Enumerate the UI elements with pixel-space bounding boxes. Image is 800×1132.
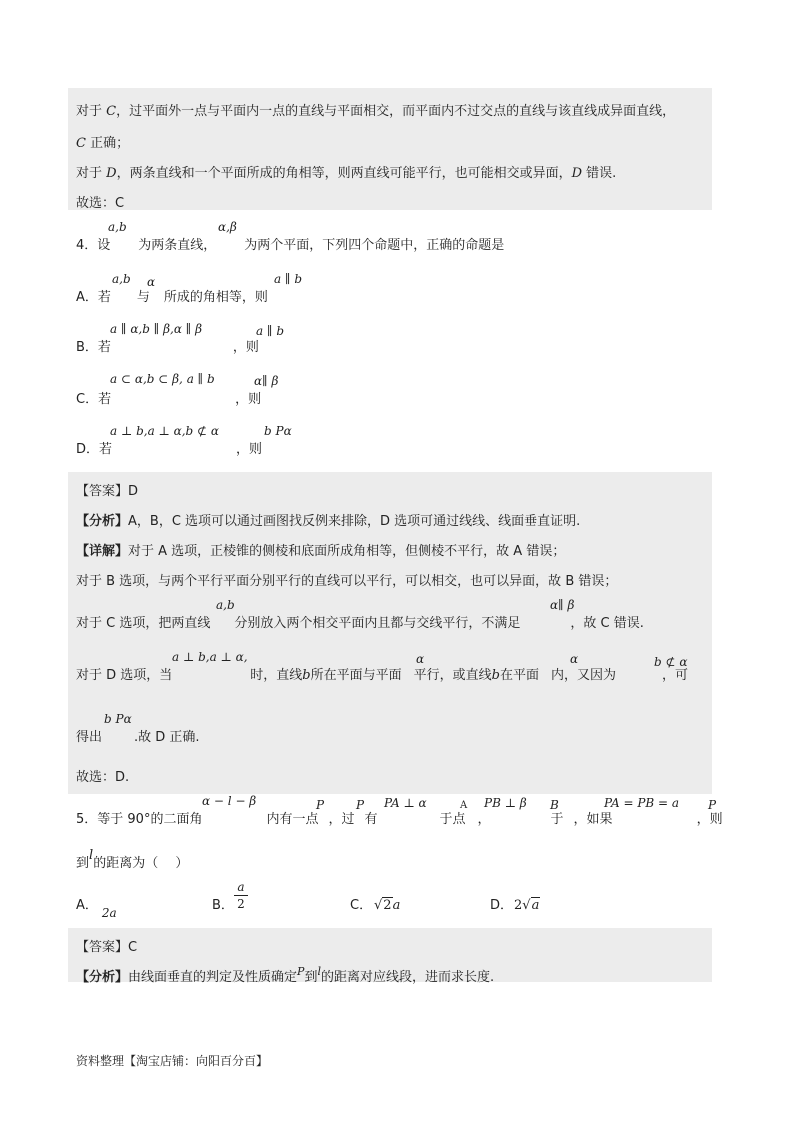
text: 分别放入两个相交平面内且都与交线平行，不满足 [234, 616, 521, 631]
q4-detail-4-math-3: α [570, 652, 579, 666]
q5-math-7: B [550, 798, 559, 812]
text: 到 [76, 856, 90, 871]
q5-analysis [76, 966, 494, 985]
text: ，过平面外一点与平面内一点的直线与平面相交，而平面内不过交点的直线与该直线成异面直线， [116, 104, 676, 119]
math-p: P [297, 965, 305, 978]
denominator: 2 [237, 897, 245, 911]
text: 正确； [85, 136, 130, 151]
math-d: D [106, 166, 117, 181]
q4-detail-5 [76, 726, 200, 745]
q4-detail-2: 对于 B 选项，与两个平行平面分别平行的直线可以平行，可以相交，也可以异面，故 B 错误； [76, 574, 618, 589]
q4-option-d-math-2: b Pα [264, 424, 292, 438]
text: 得出 [76, 730, 103, 745]
text: ，两条直线和一个平面所成的角相等，则两直线可能平行，也可能相交或异面， [116, 166, 572, 181]
q5-math-2: P [316, 798, 325, 812]
math-l: l [89, 848, 94, 863]
q5-option-b-fraction [234, 880, 248, 911]
q4-detail-3-math-1: a,b [216, 598, 235, 612]
q4-detail-5-math: b Pα [104, 712, 132, 726]
text: 于点 [439, 812, 466, 827]
q4-detail-4 [76, 664, 688, 683]
text: 于 [550, 812, 564, 827]
text: ，过 [328, 812, 355, 827]
q5-math-4: PA ⊥ α [384, 796, 427, 810]
math-c: C [106, 104, 117, 119]
option-label: A． [76, 898, 98, 913]
text: ，则 [236, 442, 263, 457]
q4-option-d [76, 438, 262, 457]
q4-detail-1 [76, 540, 565, 559]
text: 对于 C 选项，把两直线 [76, 616, 211, 631]
q4-detail-4-math-4: b ⊄ α [654, 655, 688, 669]
text: 的距离为（ ） [93, 856, 189, 871]
text: 时，直线 [250, 668, 303, 683]
analysis-tag: 【分析】 [76, 970, 129, 985]
text: ， [477, 812, 491, 827]
q3-solution-line-3 [76, 162, 616, 181]
math-l: l [317, 965, 321, 978]
text: 与 [136, 290, 150, 305]
q5-option-b: B． [212, 898, 234, 913]
text: 在平面 [499, 668, 539, 683]
text: ，如果 [573, 812, 613, 827]
q4-option-c [76, 388, 261, 407]
q5-option-a [76, 894, 117, 920]
q5-answer: 【答案】C [76, 940, 138, 955]
q4-option-c-math-2: α∥ β [254, 374, 279, 388]
text: 对于 [76, 104, 107, 119]
q4-stem-text [76, 234, 504, 253]
text: 对于 D 选项，当 [76, 668, 173, 683]
q4-option-c-math-1: a ⊂ α,b ⊂ β, a ∥ b [110, 372, 215, 386]
q4-option-a [76, 286, 268, 305]
text: ，故 C 错误. [570, 616, 644, 631]
q5-option-c: C． [350, 898, 373, 913]
q4-option-a-math-3: a ∥ b [274, 272, 303, 286]
q4-detail-4-math-2: α [416, 652, 425, 666]
text: ，可 [662, 668, 689, 683]
q4-option-a-math-1: a,b [112, 272, 131, 286]
text: 对于 A 选项，正棱锥的侧棱和底面所成角相等，但侧棱不平行，故 A 错误； [128, 544, 566, 559]
text: 为两条直线， [138, 238, 217, 253]
q5-option-c-value: √2a [374, 898, 401, 913]
q4-detail-4-math-1: a ⊥ b,a ⊥ α, [172, 650, 248, 664]
text: 为两个平面，下列四个命题中，正确的命题是 [244, 238, 505, 253]
q4-detail-3 [76, 612, 644, 631]
footer-source: 资料整理【淘宝店铺：向阳百分百】 [76, 1054, 269, 1068]
math-d: D [571, 166, 583, 181]
radicand: 2 [383, 898, 392, 913]
text: 对于 [76, 166, 107, 181]
q4-choice: 故选：D. [76, 770, 130, 785]
text: 内有一点 [266, 812, 319, 827]
text: 内，又因为 [551, 668, 617, 683]
detail-tag: 【详解】 [76, 544, 129, 559]
text: 的距离对应线段，进而求长度. [320, 970, 495, 985]
option-value: 2a [101, 906, 117, 920]
option-label: C．若 [76, 392, 112, 407]
q4-math-ab: a,b [108, 220, 127, 234]
q3-solution-line-1 [76, 100, 675, 119]
text: 所在平面与平面 [310, 668, 402, 683]
text: 所成的角相等，则 [163, 290, 268, 305]
q4-math-alpha-beta: α,β [218, 220, 237, 234]
q4-option-b-math-2: a ∥ b [256, 324, 285, 338]
option-label: B．若 [76, 340, 111, 355]
q4-option-b-math-1: a ∥ α,b ∥ β,α ∥ β [110, 322, 203, 336]
q3-choice: 故选：C [76, 196, 125, 211]
factor: a [392, 898, 401, 913]
q4-detail-3-math-2: α∥ β [550, 598, 575, 612]
q5-stem-line-1 [76, 808, 723, 827]
math-b: b [491, 668, 500, 683]
q5-math-1: α − l − β [202, 794, 257, 808]
q4-option-b [76, 336, 259, 355]
q4-analysis [76, 510, 580, 529]
q5-math-9: P [708, 798, 717, 812]
q3-solution-line-2 [76, 132, 129, 151]
fraction-bar [234, 895, 248, 896]
q5-math-5: A [460, 800, 468, 811]
text: ，则 [696, 812, 723, 827]
q4-answer: 【答案】D [76, 484, 139, 499]
q5-stem-line-2 [76, 848, 189, 871]
math-b: b [302, 668, 311, 683]
coefficient: 2 [514, 898, 523, 913]
radicand: a [531, 898, 540, 913]
q5-math-3: P [356, 798, 365, 812]
text: ，则 [235, 392, 262, 407]
text: A，B，C 选项可以通过画图找反例来排除，D 选项可通过线线、线面垂直证明. [128, 514, 581, 529]
numerator: a [237, 880, 245, 894]
q5-option-d: D． [490, 898, 514, 913]
math-c: C [76, 136, 86, 151]
q5-option-d-value: 2√a [514, 898, 540, 913]
q4-option-a-math-2: α [147, 275, 156, 289]
q5-math-8: PA = PB = a [604, 796, 680, 810]
text: 由线面垂直的判定及性质确定 [128, 970, 298, 985]
text: 有 [364, 812, 378, 827]
q4-option-d-math-1: a ⊥ b,a ⊥ α,b ⊄ α [110, 424, 220, 438]
q5-number: 5．等于 90°的二面角 [76, 812, 203, 827]
q5-math-6: PB ⊥ β [484, 796, 527, 810]
text: ，则 [232, 340, 259, 355]
option-label: D．若 [76, 442, 113, 457]
option-label: A．若 [76, 290, 111, 305]
q4-number: 4．设 [76, 238, 111, 253]
text: 错误. [582, 166, 617, 181]
text: 平行，或直线 [413, 668, 492, 683]
analysis-tag: 【分析】 [76, 514, 129, 529]
text: .故 D 正确. [134, 730, 200, 745]
text: 到 [304, 970, 318, 985]
